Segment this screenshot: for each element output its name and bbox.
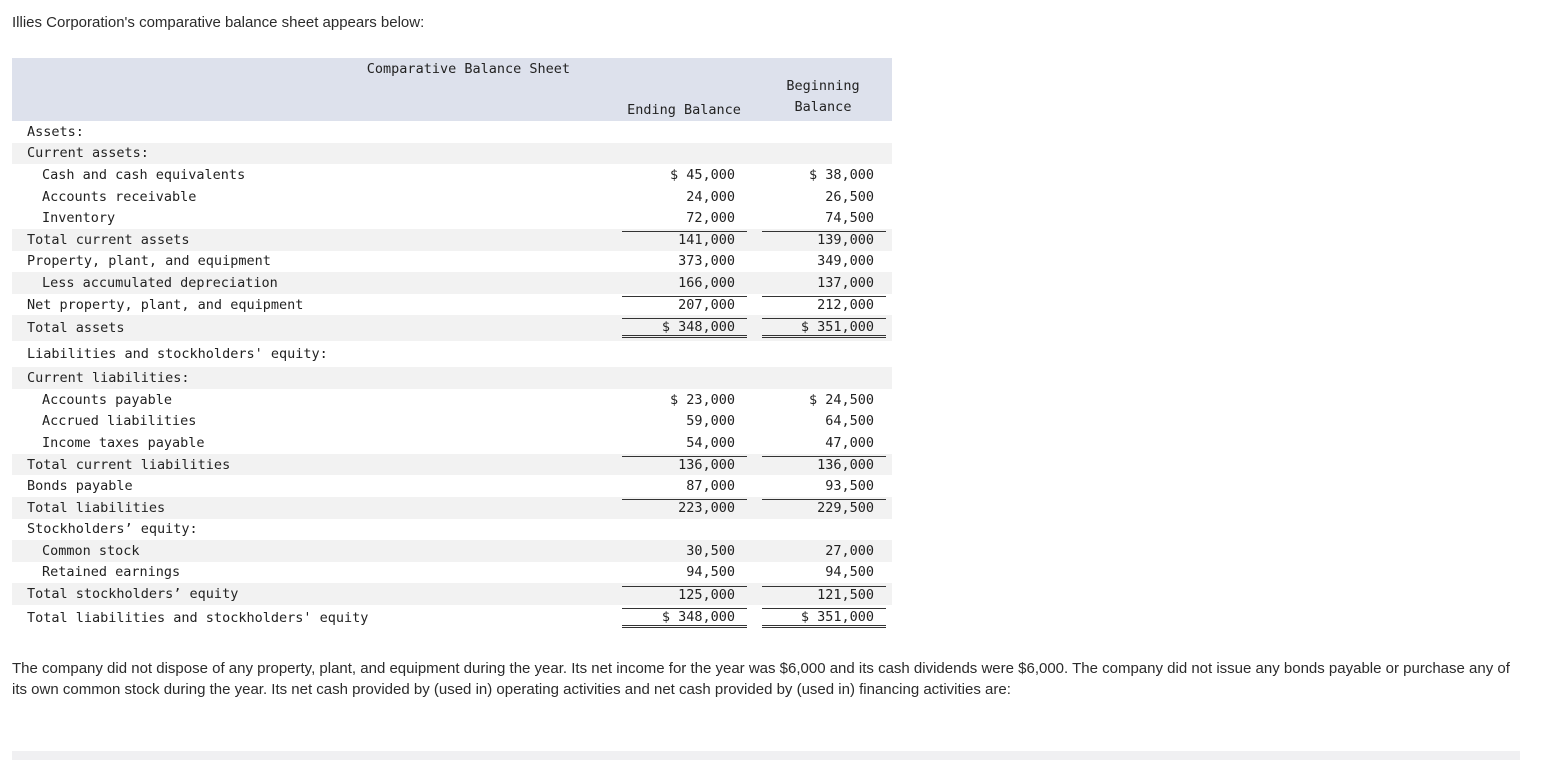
table-row	[12, 432, 892, 454]
row-label: Net property, plant, and equipment	[27, 296, 304, 313]
row-label: Accrued liabilities	[42, 413, 197, 430]
table-row	[12, 497, 892, 519]
row-label: Property, plant, and equipment	[27, 253, 271, 270]
row-label: Current liabilities:	[12, 367, 614, 389]
table-row	[12, 143, 892, 165]
row-ending: 166,000	[678, 274, 735, 291]
row-label: Income taxes payable	[42, 434, 205, 451]
table-row	[12, 164, 892, 186]
table-row	[12, 315, 892, 341]
row-ending: 373,000	[678, 253, 735, 270]
col-beginning-line2: Balance	[794, 99, 852, 115]
col-beginning-balance	[754, 58, 892, 121]
table-title: Comparative Balance Sheet	[12, 58, 614, 121]
row-beginning: 47,000	[825, 434, 874, 451]
row-ending: 30,500	[686, 542, 735, 559]
row-label: Total current liabilities	[12, 454, 614, 476]
row-label: Liabilities and stockholders' equity:	[27, 346, 328, 363]
comparative-balance-sheet	[12, 58, 892, 631]
row-label: Total current assets	[12, 229, 614, 251]
row-ending: 141,000	[622, 231, 747, 248]
row-beginning: $ 351,000	[762, 608, 886, 628]
row-label: Current assets:	[12, 143, 614, 165]
row-label: Total liabilities and stockholders' equity	[27, 609, 369, 626]
table-row	[12, 186, 892, 208]
row-label: Total stockholders’ equity	[12, 583, 614, 605]
row-ending: $ 348,000	[622, 608, 747, 628]
row-label: Stockholders’ equity:	[27, 521, 198, 538]
table-row	[12, 251, 892, 273]
row-ending: 24,000	[686, 188, 735, 205]
row-beginning: 212,000	[762, 296, 886, 313]
row-label: Retained earnings	[42, 564, 181, 581]
row-label: Total liabilities	[12, 497, 614, 519]
table-row	[12, 272, 892, 294]
row-beginning: 121,500	[762, 586, 886, 603]
table-row	[12, 605, 892, 631]
table-row	[12, 389, 892, 411]
table-row	[12, 454, 892, 476]
row-ending: 223,000	[622, 499, 747, 516]
row-ending: $ 45,000	[669, 166, 735, 183]
row-beginning: $ 351,000	[762, 318, 886, 338]
table-row	[12, 583, 892, 605]
table-row	[12, 475, 892, 497]
row-ending: $ 348,000	[622, 318, 747, 338]
row-ending: 54,000	[686, 434, 735, 451]
row-ending: 136,000	[622, 456, 747, 473]
row-label: Cash and cash equivalents	[42, 166, 246, 183]
table-row	[12, 367, 892, 389]
row-label: Less accumulated depreciation	[12, 272, 614, 294]
row-label: Accounts receivable	[42, 188, 197, 205]
row-beginning: 93,500	[825, 478, 874, 495]
table-row	[12, 562, 892, 584]
row-label: Bonds payable	[27, 478, 133, 495]
row-beginning: 74,500	[825, 210, 874, 227]
row-label: Inventory	[42, 210, 116, 227]
row-ending: 94,500	[686, 564, 735, 581]
row-label: Common stock	[12, 540, 614, 562]
table-row	[12, 229, 892, 251]
row-label: Assets:	[27, 123, 84, 140]
table-row	[12, 294, 892, 316]
row-beginning: 26,500	[825, 188, 874, 205]
row-ending: $ 23,000	[669, 391, 735, 408]
row-beginning: 229,500	[762, 499, 886, 516]
row-beginning: 64,500	[825, 413, 874, 430]
intro-text: Illies Corporation's comparative balance sheet appears below:	[12, 14, 425, 31]
table-row	[12, 121, 892, 143]
table-row	[12, 341, 892, 367]
row-beginning: 137,000	[817, 274, 874, 291]
row-ending: 87,000	[686, 478, 735, 495]
table-row	[12, 540, 892, 562]
table-row	[12, 519, 892, 541]
row-ending: 125,000	[622, 586, 747, 603]
row-beginning: 349,000	[817, 253, 874, 270]
row-beginning: $ 38,000	[808, 166, 874, 183]
header-row	[12, 58, 892, 121]
row-ending: 207,000	[622, 296, 747, 313]
row-label: Accounts payable	[42, 391, 173, 408]
table-row	[12, 411, 892, 433]
question-text: The company did not dispose of any property, plant, and equipment during the year. Its net income for the year was $6,000 and its cash dividends were $6,000. The company did not issue any bonds payable or purchase any of its own common stock during the year. Its net cash provided by (used in) operating activities and net cash provided by (used in) financing activities are:	[12, 660, 1510, 698]
table-row	[12, 207, 892, 229]
row-beginning: 136,000	[762, 456, 886, 473]
row-beginning: 27,000	[825, 542, 874, 559]
col-beginning-line1: Beginning	[786, 78, 860, 94]
row-ending: 59,000	[686, 413, 735, 430]
row-beginning: 139,000	[762, 231, 886, 248]
col-ending-balance: Ending Balance	[614, 58, 754, 121]
row-beginning: 94,500	[825, 564, 874, 581]
row-ending: 72,000	[686, 210, 735, 227]
answer-area-edge	[12, 751, 1520, 760]
row-label: Total assets	[12, 315, 614, 341]
row-beginning: $ 24,500	[808, 391, 874, 408]
